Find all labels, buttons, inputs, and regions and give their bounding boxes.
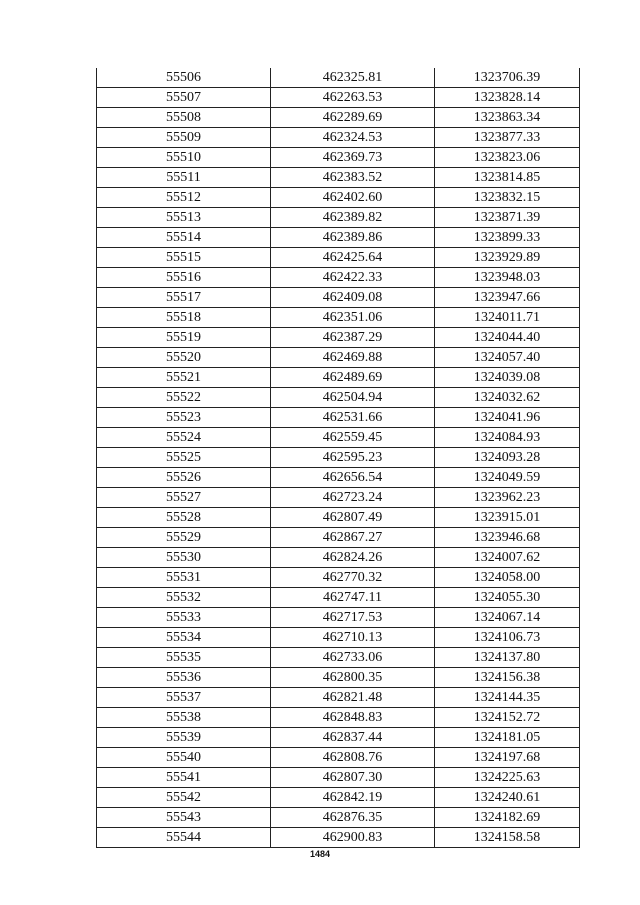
y-coordinate-cell: 1323823.06 — [435, 148, 580, 168]
y-coordinate-cell: 1324197.68 — [435, 748, 580, 768]
x-coordinate-cell: 462489.69 — [271, 368, 435, 388]
x-coordinate-cell: 462389.82 — [271, 208, 435, 228]
y-coordinate-cell: 1324137.80 — [435, 648, 580, 668]
point-id-cell: 55508 — [97, 108, 271, 128]
table-row — [97, 648, 580, 668]
y-coordinate-cell: 1323948.03 — [435, 268, 580, 288]
table-row — [97, 788, 580, 808]
table-row — [97, 768, 580, 788]
point-id-cell: 55530 — [97, 548, 271, 568]
point-id-cell: 55521 — [97, 368, 271, 388]
table-row — [97, 508, 580, 528]
point-id-cell: 55536 — [97, 668, 271, 688]
y-coordinate-cell: 1324182.69 — [435, 808, 580, 828]
x-coordinate-cell: 462324.53 — [271, 128, 435, 148]
point-id-cell: 55537 — [97, 688, 271, 708]
x-coordinate-cell: 462867.27 — [271, 528, 435, 548]
x-coordinate-cell: 462409.08 — [271, 288, 435, 308]
point-id-cell: 55535 — [97, 648, 271, 668]
point-id-cell: 55531 — [97, 568, 271, 588]
point-id-cell: 55529 — [97, 528, 271, 548]
point-id-cell: 55510 — [97, 148, 271, 168]
table-row — [97, 148, 580, 168]
y-coordinate-cell: 1324041.96 — [435, 408, 580, 428]
x-coordinate-cell: 462469.88 — [271, 348, 435, 368]
y-coordinate-cell: 1323706.39 — [435, 68, 580, 88]
y-coordinate-cell: 1324093.28 — [435, 448, 580, 468]
y-coordinate-cell: 1323915.01 — [435, 508, 580, 528]
table-row — [97, 628, 580, 648]
point-id-cell: 55514 — [97, 228, 271, 248]
point-id-cell: 55528 — [97, 508, 271, 528]
y-coordinate-cell: 1323828.14 — [435, 88, 580, 108]
table-row — [97, 248, 580, 268]
y-coordinate-cell: 1323946.68 — [435, 528, 580, 548]
x-coordinate-cell: 462595.23 — [271, 448, 435, 468]
table-row — [97, 308, 580, 328]
x-coordinate-cell: 462656.54 — [271, 468, 435, 488]
table-row — [97, 288, 580, 308]
x-coordinate-cell: 462531.66 — [271, 408, 435, 428]
table-row — [97, 128, 580, 148]
table-row — [97, 188, 580, 208]
point-id-cell: 55524 — [97, 428, 271, 448]
point-id-cell: 55507 — [97, 88, 271, 108]
x-coordinate-cell: 462824.26 — [271, 548, 435, 568]
point-id-cell: 55516 — [97, 268, 271, 288]
table-row — [97, 328, 580, 348]
y-coordinate-cell: 1324158.58 — [435, 828, 580, 848]
table-row — [97, 748, 580, 768]
table-row — [97, 688, 580, 708]
point-id-cell: 55523 — [97, 408, 271, 428]
y-coordinate-cell: 1323929.89 — [435, 248, 580, 268]
table-row — [97, 468, 580, 488]
point-id-cell: 55525 — [97, 448, 271, 468]
table-row — [97, 168, 580, 188]
x-coordinate-cell: 462821.48 — [271, 688, 435, 708]
table-row — [97, 88, 580, 108]
x-coordinate-cell: 462842.19 — [271, 788, 435, 808]
point-id-cell: 55534 — [97, 628, 271, 648]
point-id-cell: 55527 — [97, 488, 271, 508]
table-row — [97, 528, 580, 548]
x-coordinate-cell: 462723.24 — [271, 488, 435, 508]
point-id-cell: 55522 — [97, 388, 271, 408]
table-row — [97, 408, 580, 428]
table-row — [97, 108, 580, 128]
table-row — [97, 488, 580, 508]
x-coordinate-cell: 462425.64 — [271, 248, 435, 268]
x-coordinate-cell: 462383.52 — [271, 168, 435, 188]
y-coordinate-cell: 1324011.71 — [435, 308, 580, 328]
y-coordinate-cell: 1323947.66 — [435, 288, 580, 308]
x-coordinate-cell: 462808.76 — [271, 748, 435, 768]
table-row — [97, 208, 580, 228]
x-coordinate-cell: 462807.30 — [271, 768, 435, 788]
point-id-cell: 55542 — [97, 788, 271, 808]
point-id-cell: 55515 — [97, 248, 271, 268]
y-coordinate-cell: 1324058.00 — [435, 568, 580, 588]
point-id-cell: 55541 — [97, 768, 271, 788]
point-id-cell: 55520 — [97, 348, 271, 368]
point-id-cell: 55518 — [97, 308, 271, 328]
table-row — [97, 368, 580, 388]
x-coordinate-cell: 462387.29 — [271, 328, 435, 348]
x-coordinate-cell: 462710.13 — [271, 628, 435, 648]
table-row — [97, 828, 580, 848]
table-row — [97, 668, 580, 688]
page-number: 1484 — [309, 849, 331, 859]
point-id-cell: 55519 — [97, 328, 271, 348]
x-coordinate-cell: 462289.69 — [271, 108, 435, 128]
x-coordinate-cell: 462351.06 — [271, 308, 435, 328]
x-coordinate-cell: 462369.73 — [271, 148, 435, 168]
x-coordinate-cell: 462504.94 — [271, 388, 435, 408]
y-coordinate-cell: 1324181.05 — [435, 728, 580, 748]
y-coordinate-cell: 1323814.85 — [435, 168, 580, 188]
coordinates-table-body — [97, 68, 580, 848]
y-coordinate-cell: 1324044.40 — [435, 328, 580, 348]
y-coordinate-cell: 1323832.15 — [435, 188, 580, 208]
coordinates-table — [96, 68, 580, 848]
y-coordinate-cell: 1324049.59 — [435, 468, 580, 488]
y-coordinate-cell: 1324152.72 — [435, 708, 580, 728]
y-coordinate-cell: 1324067.14 — [435, 608, 580, 628]
table-row — [97, 428, 580, 448]
point-id-cell: 55511 — [97, 168, 271, 188]
x-coordinate-cell: 462733.06 — [271, 648, 435, 668]
table-row — [97, 448, 580, 468]
x-coordinate-cell: 462876.35 — [271, 808, 435, 828]
x-coordinate-cell: 462717.53 — [271, 608, 435, 628]
x-coordinate-cell: 462422.33 — [271, 268, 435, 288]
table-row — [97, 388, 580, 408]
x-coordinate-cell: 462770.32 — [271, 568, 435, 588]
point-id-cell: 55517 — [97, 288, 271, 308]
x-coordinate-cell: 462837.44 — [271, 728, 435, 748]
x-coordinate-cell: 462800.35 — [271, 668, 435, 688]
x-coordinate-cell: 462325.81 — [271, 68, 435, 88]
point-id-cell: 55506 — [97, 68, 271, 88]
table-row — [97, 608, 580, 628]
y-coordinate-cell: 1323863.34 — [435, 108, 580, 128]
x-coordinate-cell: 462900.83 — [271, 828, 435, 848]
y-coordinate-cell: 1324057.40 — [435, 348, 580, 368]
x-coordinate-cell: 462263.53 — [271, 88, 435, 108]
point-id-cell: 55533 — [97, 608, 271, 628]
x-coordinate-cell: 462747.11 — [271, 588, 435, 608]
y-coordinate-cell: 1324039.08 — [435, 368, 580, 388]
y-coordinate-cell: 1324084.93 — [435, 428, 580, 448]
table-row — [97, 548, 580, 568]
table-row — [97, 708, 580, 728]
y-coordinate-cell: 1324156.38 — [435, 668, 580, 688]
y-coordinate-cell: 1323877.33 — [435, 128, 580, 148]
point-id-cell: 55509 — [97, 128, 271, 148]
table-row — [97, 728, 580, 748]
y-coordinate-cell: 1323871.39 — [435, 208, 580, 228]
y-coordinate-cell: 1324032.62 — [435, 388, 580, 408]
y-coordinate-cell: 1323962.23 — [435, 488, 580, 508]
point-id-cell: 55544 — [97, 828, 271, 848]
point-id-cell: 55513 — [97, 208, 271, 228]
point-id-cell: 55526 — [97, 468, 271, 488]
table-row — [97, 348, 580, 368]
y-coordinate-cell: 1324240.61 — [435, 788, 580, 808]
point-id-cell: 55543 — [97, 808, 271, 828]
y-coordinate-cell: 1324106.73 — [435, 628, 580, 648]
point-id-cell: 55539 — [97, 728, 271, 748]
table-row — [97, 808, 580, 828]
point-id-cell: 55532 — [97, 588, 271, 608]
table-row — [97, 68, 580, 88]
x-coordinate-cell: 462559.45 — [271, 428, 435, 448]
y-coordinate-cell: 1324225.63 — [435, 768, 580, 788]
point-id-cell: 55538 — [97, 708, 271, 728]
x-coordinate-cell: 462389.86 — [271, 228, 435, 248]
x-coordinate-cell: 462848.83 — [271, 708, 435, 728]
y-coordinate-cell: 1324144.35 — [435, 688, 580, 708]
table-row — [97, 268, 580, 288]
point-id-cell: 55512 — [97, 188, 271, 208]
table-row — [97, 588, 580, 608]
table-row — [97, 228, 580, 248]
x-coordinate-cell: 462807.49 — [271, 508, 435, 528]
x-coordinate-cell: 462402.60 — [271, 188, 435, 208]
point-id-cell: 55540 — [97, 748, 271, 768]
y-coordinate-cell: 1324055.30 — [435, 588, 580, 608]
table-row — [97, 568, 580, 588]
y-coordinate-cell: 1324007.62 — [435, 548, 580, 568]
y-coordinate-cell: 1323899.33 — [435, 228, 580, 248]
